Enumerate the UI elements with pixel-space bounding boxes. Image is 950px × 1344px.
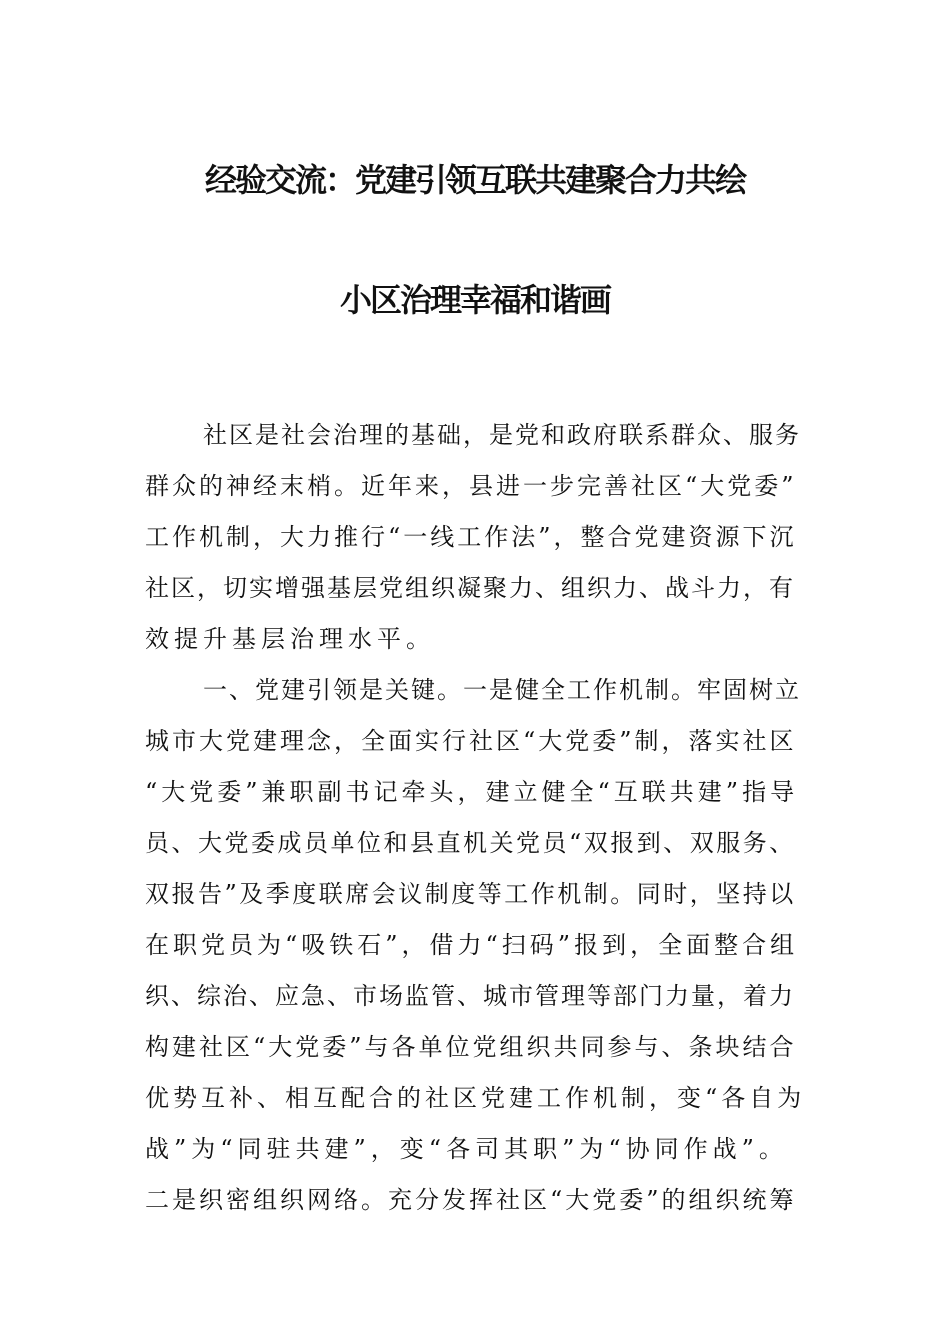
text-line: 一、党建引领是关键。一是健全工作机制。牢固树立	[203, 676, 801, 704]
text-line: 工作机制，大力推行“一线工作法”，整合党建资源下沉	[145, 523, 797, 551]
text-line: 城市大党建理念，全面实行社区“大党委”制，落实社区	[145, 727, 797, 755]
text-line: 社区是社会治理的基础，是党和政府联系群众、服务	[203, 421, 801, 449]
paragraph-intro	[145, 410, 805, 665]
text-line: 群众的神经末梢。近年来，县进一步完善社区“大党委”	[145, 472, 797, 500]
text-line: 在职党员为“吸铁石”，借力“扫码”报到，全面整合组	[145, 931, 799, 959]
text-line: 二是织密组织网络。充分发挥社区“大党委”的组织统筹	[145, 1186, 797, 1214]
text-line: 构建社区“大党委”与各单位党组织共同参与、条块结合	[145, 1033, 797, 1061]
document-title-line-1: 经验交流：党建引领互联共建聚合力共绘	[204, 161, 745, 199]
text-line: “大党委”兼职副书记牵头，建立健全“互联共建”指导	[145, 778, 799, 806]
paragraph-section-one	[145, 665, 805, 1226]
text-line: 战”为“同驻共建”，变“各司其职”为“协同作战”。	[145, 1135, 788, 1163]
text-line: 优势互补、相互配合的社区党建工作机制，变“各自为	[145, 1084, 806, 1112]
text-line: 双报告”及季度联席会议制度等工作机制。同时，坚持以	[145, 880, 796, 908]
text-line: 效提升基层治理水平。	[145, 625, 435, 653]
document-body	[145, 410, 805, 1226]
text-line: 社区，切实增强基层党组织凝聚力、组织力、战斗力，有	[145, 574, 795, 602]
text-line: 员、大党委成员单位和县直机关党员“双报到、双服务、	[145, 829, 796, 857]
text-line: 织、综治、应急、市场监管、城市管理等部门力量，着力	[145, 982, 795, 1010]
document-title-line-2: 小区治理幸福和谐画	[339, 281, 610, 319]
